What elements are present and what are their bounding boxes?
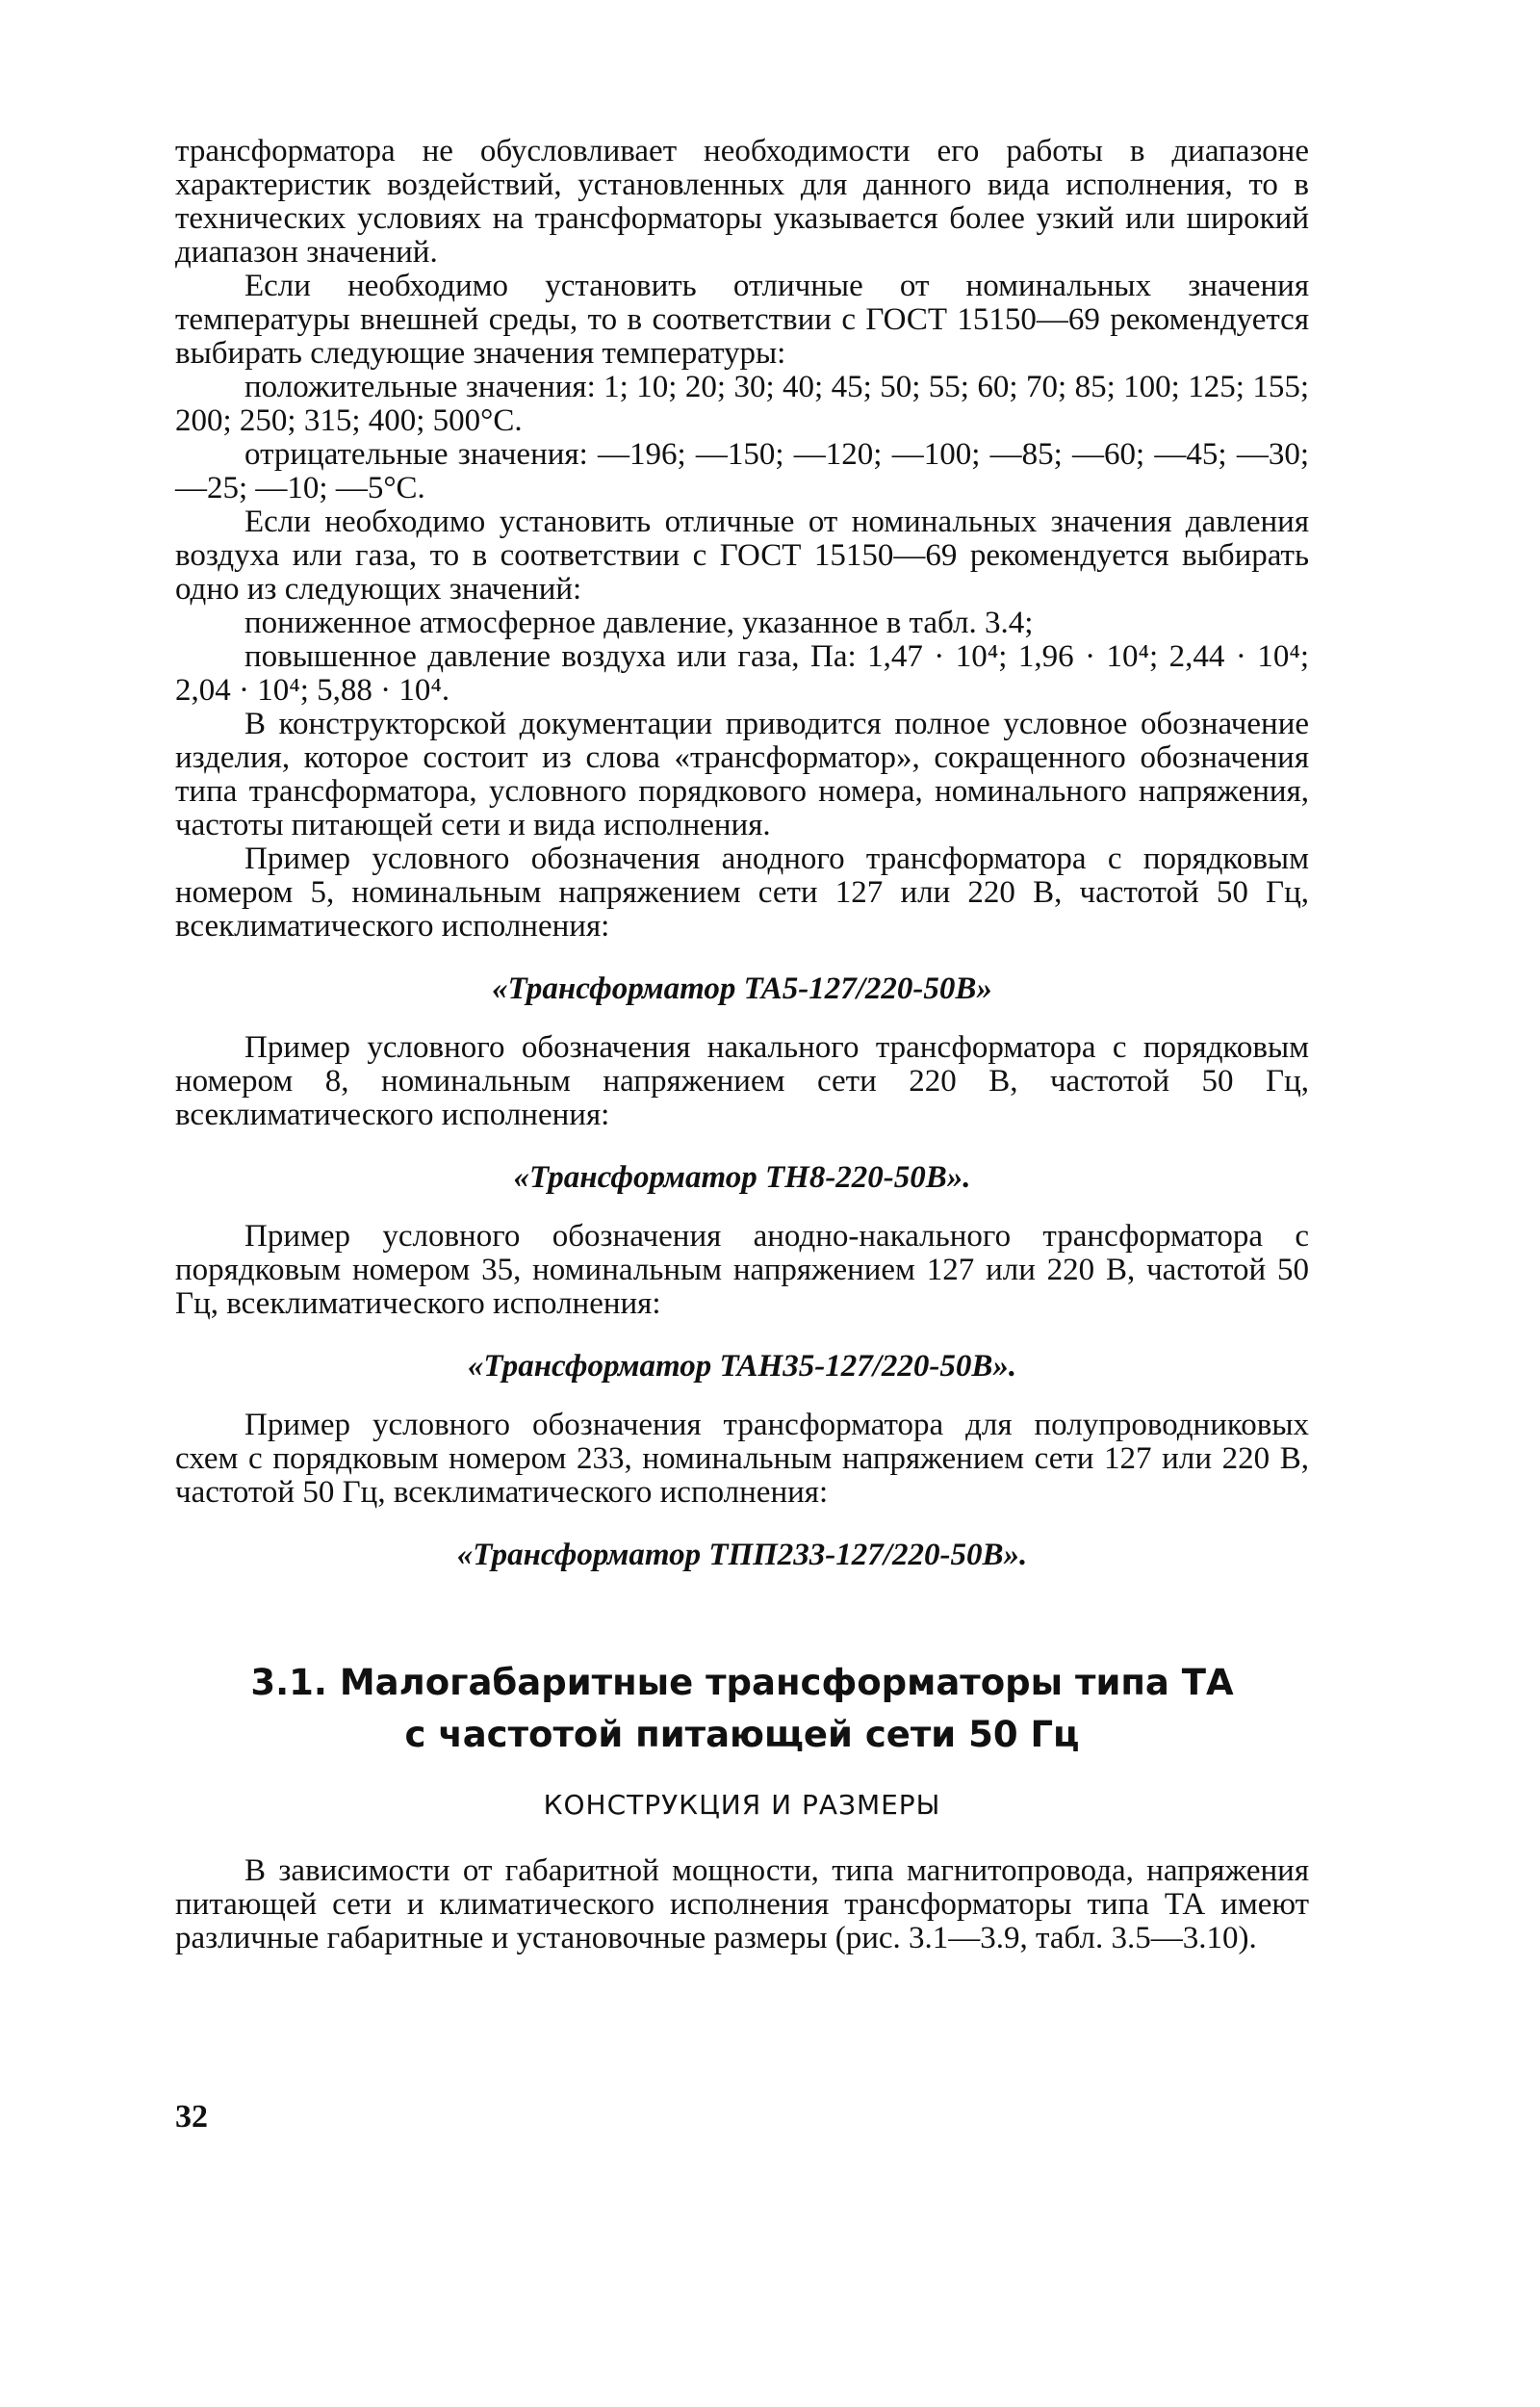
paragraph-example-filament: Пример условного обозначения накального трансформатора с порядковым номером 8, номинальным напряжением сети 220 В, частотой 50 Гц, всеклиматического исполнения: [175, 1030, 1309, 1132]
paragraph-continuation: трансформатора не обусловливает необходимости его работы в диапазоне характеристик воздействий, установленных для данного вида исполнения, то в технических условиях на трансформаторы указывается более узкий или широкий диапазон значений. [175, 134, 1309, 270]
example-designation-semiconductor: «Трансформатор ТПП233-127/220-50В». [456, 1538, 1028, 1572]
paragraph-example-anode: Пример условного обозначения анодного трансформатора с порядковым номером 5, номинальным напряжением сети 127 или 220 В, частотой 50 Гц, всеклиматического исполнения: [175, 841, 1309, 944]
page-number: 32 [175, 2099, 208, 2135]
temperature-negative-values: отрицательные значения: —196; —150; —120; —100; —85; —60; —45; —30; —25; —10; —5°С. [175, 437, 1309, 505]
paragraph-example-semiconductor: Пример условного обозначения трансформатора для полупроводниковых схем с порядковым номером 233, номинальным напряжением сети 127 или 220 В, частотой 50 Гц, всеклиматического исполнения: [175, 1408, 1309, 1510]
temperature-positive-values: положительные значения: 1; 10; 20; 30; 40; 45; 50; 55; 60; 70; 85; 100; 125; 155; 200; 250; 315; 400; 500°С. [175, 370, 1309, 438]
paragraph-dimensions: В зависимости от габаритной мощности, типа магнитопровода, напряжения питающей сети и климатического исполнения трансформаторы типа ТА имеют различные габаритные и установочные размеры (рис. 3.1—3.9, табл. 3.5—3.10). [175, 1853, 1309, 1955]
section-title [175, 1657, 1309, 1761]
page-body [175, 135, 1309, 1955]
paragraph-pressure: Если необходимо установить отличные от номинальных значения давления воздуха или газа, то в соответствии с ГОСТ 15150—69 рекомендуется выбирать одно из следующих значений: [175, 505, 1309, 607]
pressure-low-value: пониженное атмосферное давление, указанное в табл. 3.4; [244, 606, 1034, 640]
example-designation-anode-filament: «Трансформатор ТАН35-127/220-50В». [467, 1349, 1017, 1384]
example-designation-anode: «Трансформатор ТА5-127/220-50В» [492, 971, 992, 1006]
paragraph-designation: В конструкторской документации приводится полное условное обозначение изделия, которое состоит из слова «трансформатор», сокращенного обозначения типа трансформатора, условного порядкового номера, номинального напряжения, частоты питающей сети и вида исполнения. [175, 707, 1309, 842]
paragraph-temperature: Если необходимо установить отличные от номинальных значения температуры внешней среды, то в соответствии с ГОСТ 15150—69 рекомендуется выбирать следующие значения температуры: [175, 269, 1309, 371]
section-subtitle: КОНСТРУКЦИЯ И РАЗМЕРЫ [543, 1789, 941, 1821]
section-title-line-1: 3.1. Малогабаритные трансформаторы типа ТА [250, 1662, 1234, 1703]
section-title-line-2: с частотой питающей сети 50 Гц [404, 1714, 1080, 1755]
paragraph-example-anode-filament: Пример условного обозначения анодно-накального трансформатора с порядковым номером 35, номинальным напряжением 127 или 220 В, частотой 50 Гц, всеклиматического исполнения: [175, 1219, 1309, 1321]
pressure-high-values: повышенное давление воздуха или газа, Па: 1,47 · 10⁴; 1,96 · 10⁴; 2,44 · 10⁴; 2,04 · 10⁴; 5,88 · 10⁴. [175, 639, 1309, 708]
example-designation-filament: «Трансформатор ТН8-220-50В». [513, 1160, 971, 1195]
